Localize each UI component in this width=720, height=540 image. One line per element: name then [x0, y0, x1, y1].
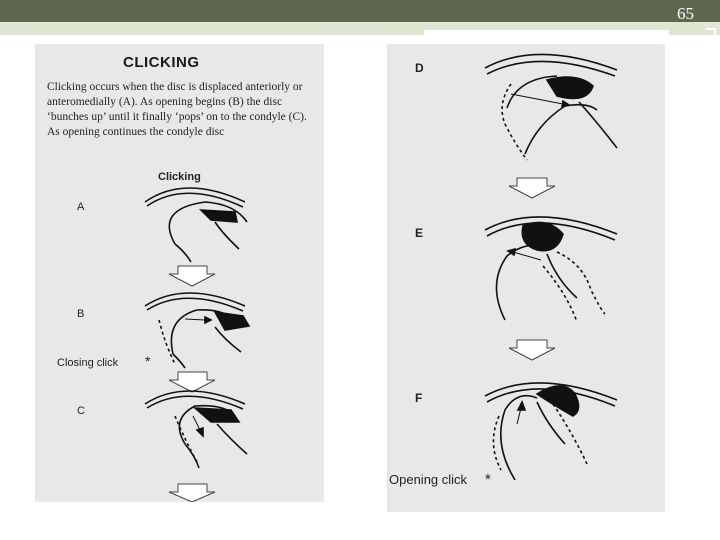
stage-label-e: E — [415, 226, 424, 240]
clicking-diagram-abc — [35, 44, 324, 502]
stage-label-a: A — [77, 201, 85, 213]
tmj-stage-e — [485, 217, 617, 322]
tmj-stage-b — [145, 293, 249, 368]
header-notch — [424, 30, 669, 39]
panel-description: Clicking occurs when the disc is displaced anteriorly or anteromedially (A). As opening begins (B) the disc ‘bunches up’ until it finally ‘pops’ on to the condyle (C). As opening continues the condyle disc — [47, 81, 307, 138]
right-figure-panel — [387, 44, 665, 512]
closing-click-label: Closing click — [57, 357, 119, 369]
corner-bracket — [706, 28, 716, 60]
stage-label-c: C — [77, 405, 85, 417]
down-arrow-2 — [169, 372, 215, 392]
tmj-stage-d — [485, 54, 617, 160]
closing-click-asterisk: * — [145, 353, 151, 369]
left-figure-panel — [35, 44, 324, 502]
stage-label-f: F — [415, 391, 423, 405]
down-arrow-5 — [509, 340, 555, 360]
down-arrow-4 — [509, 178, 555, 198]
header-bar — [0, 0, 720, 22]
tmj-stage-f — [485, 383, 617, 480]
page-number: 65 — [677, 4, 694, 23]
down-arrow-1 — [169, 266, 215, 286]
figure-title: Clicking — [158, 171, 201, 183]
down-arrow-3 — [169, 484, 215, 502]
stage-label-b: B — [77, 308, 85, 320]
opening-click-asterisk: * — [485, 471, 491, 488]
tmj-stage-c — [145, 391, 247, 468]
opening-click-label: Opening click — [389, 472, 468, 487]
panel-title: CLICKING — [123, 54, 200, 71]
clicking-diagram-def — [387, 44, 665, 512]
tmj-stage-a — [145, 188, 247, 262]
stage-label-d: D — [415, 61, 424, 75]
